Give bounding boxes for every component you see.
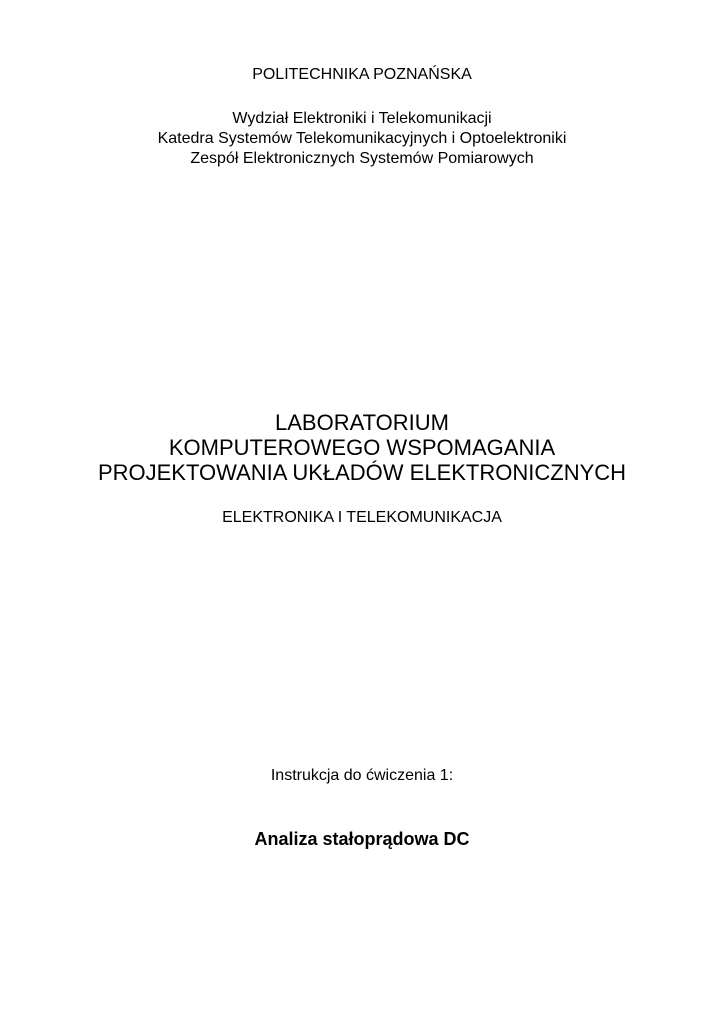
faculty-name: Wydział Elektroniki i Telekomunikacji xyxy=(232,110,492,127)
team-name: Zespół Elektronicznych Systemów Pomiarowych xyxy=(190,150,534,167)
university-name: POLITECHNIKA POZNAŃSKA xyxy=(252,66,472,83)
exercise-topic: Analiza stałoprądowa DC xyxy=(254,829,470,849)
course-title-line-1: LABORATORIUM xyxy=(275,410,449,435)
department-name: Katedra Systemów Telekomunikacyjnych i Optoelektroniki xyxy=(157,130,567,147)
course-title-line-2: KOMPUTEROWEGO WSPOMAGANIA xyxy=(168,435,556,460)
course-title-line-3: PROJEKTOWANIA UKŁADÓW ELEKTRONICZNYCH xyxy=(97,460,627,485)
field-of-study: ELEKTRONIKA I TELEKOMUNIKACJA xyxy=(222,509,502,526)
instruction-label: Instrukcja do ćwiczenia 1: xyxy=(270,767,454,784)
